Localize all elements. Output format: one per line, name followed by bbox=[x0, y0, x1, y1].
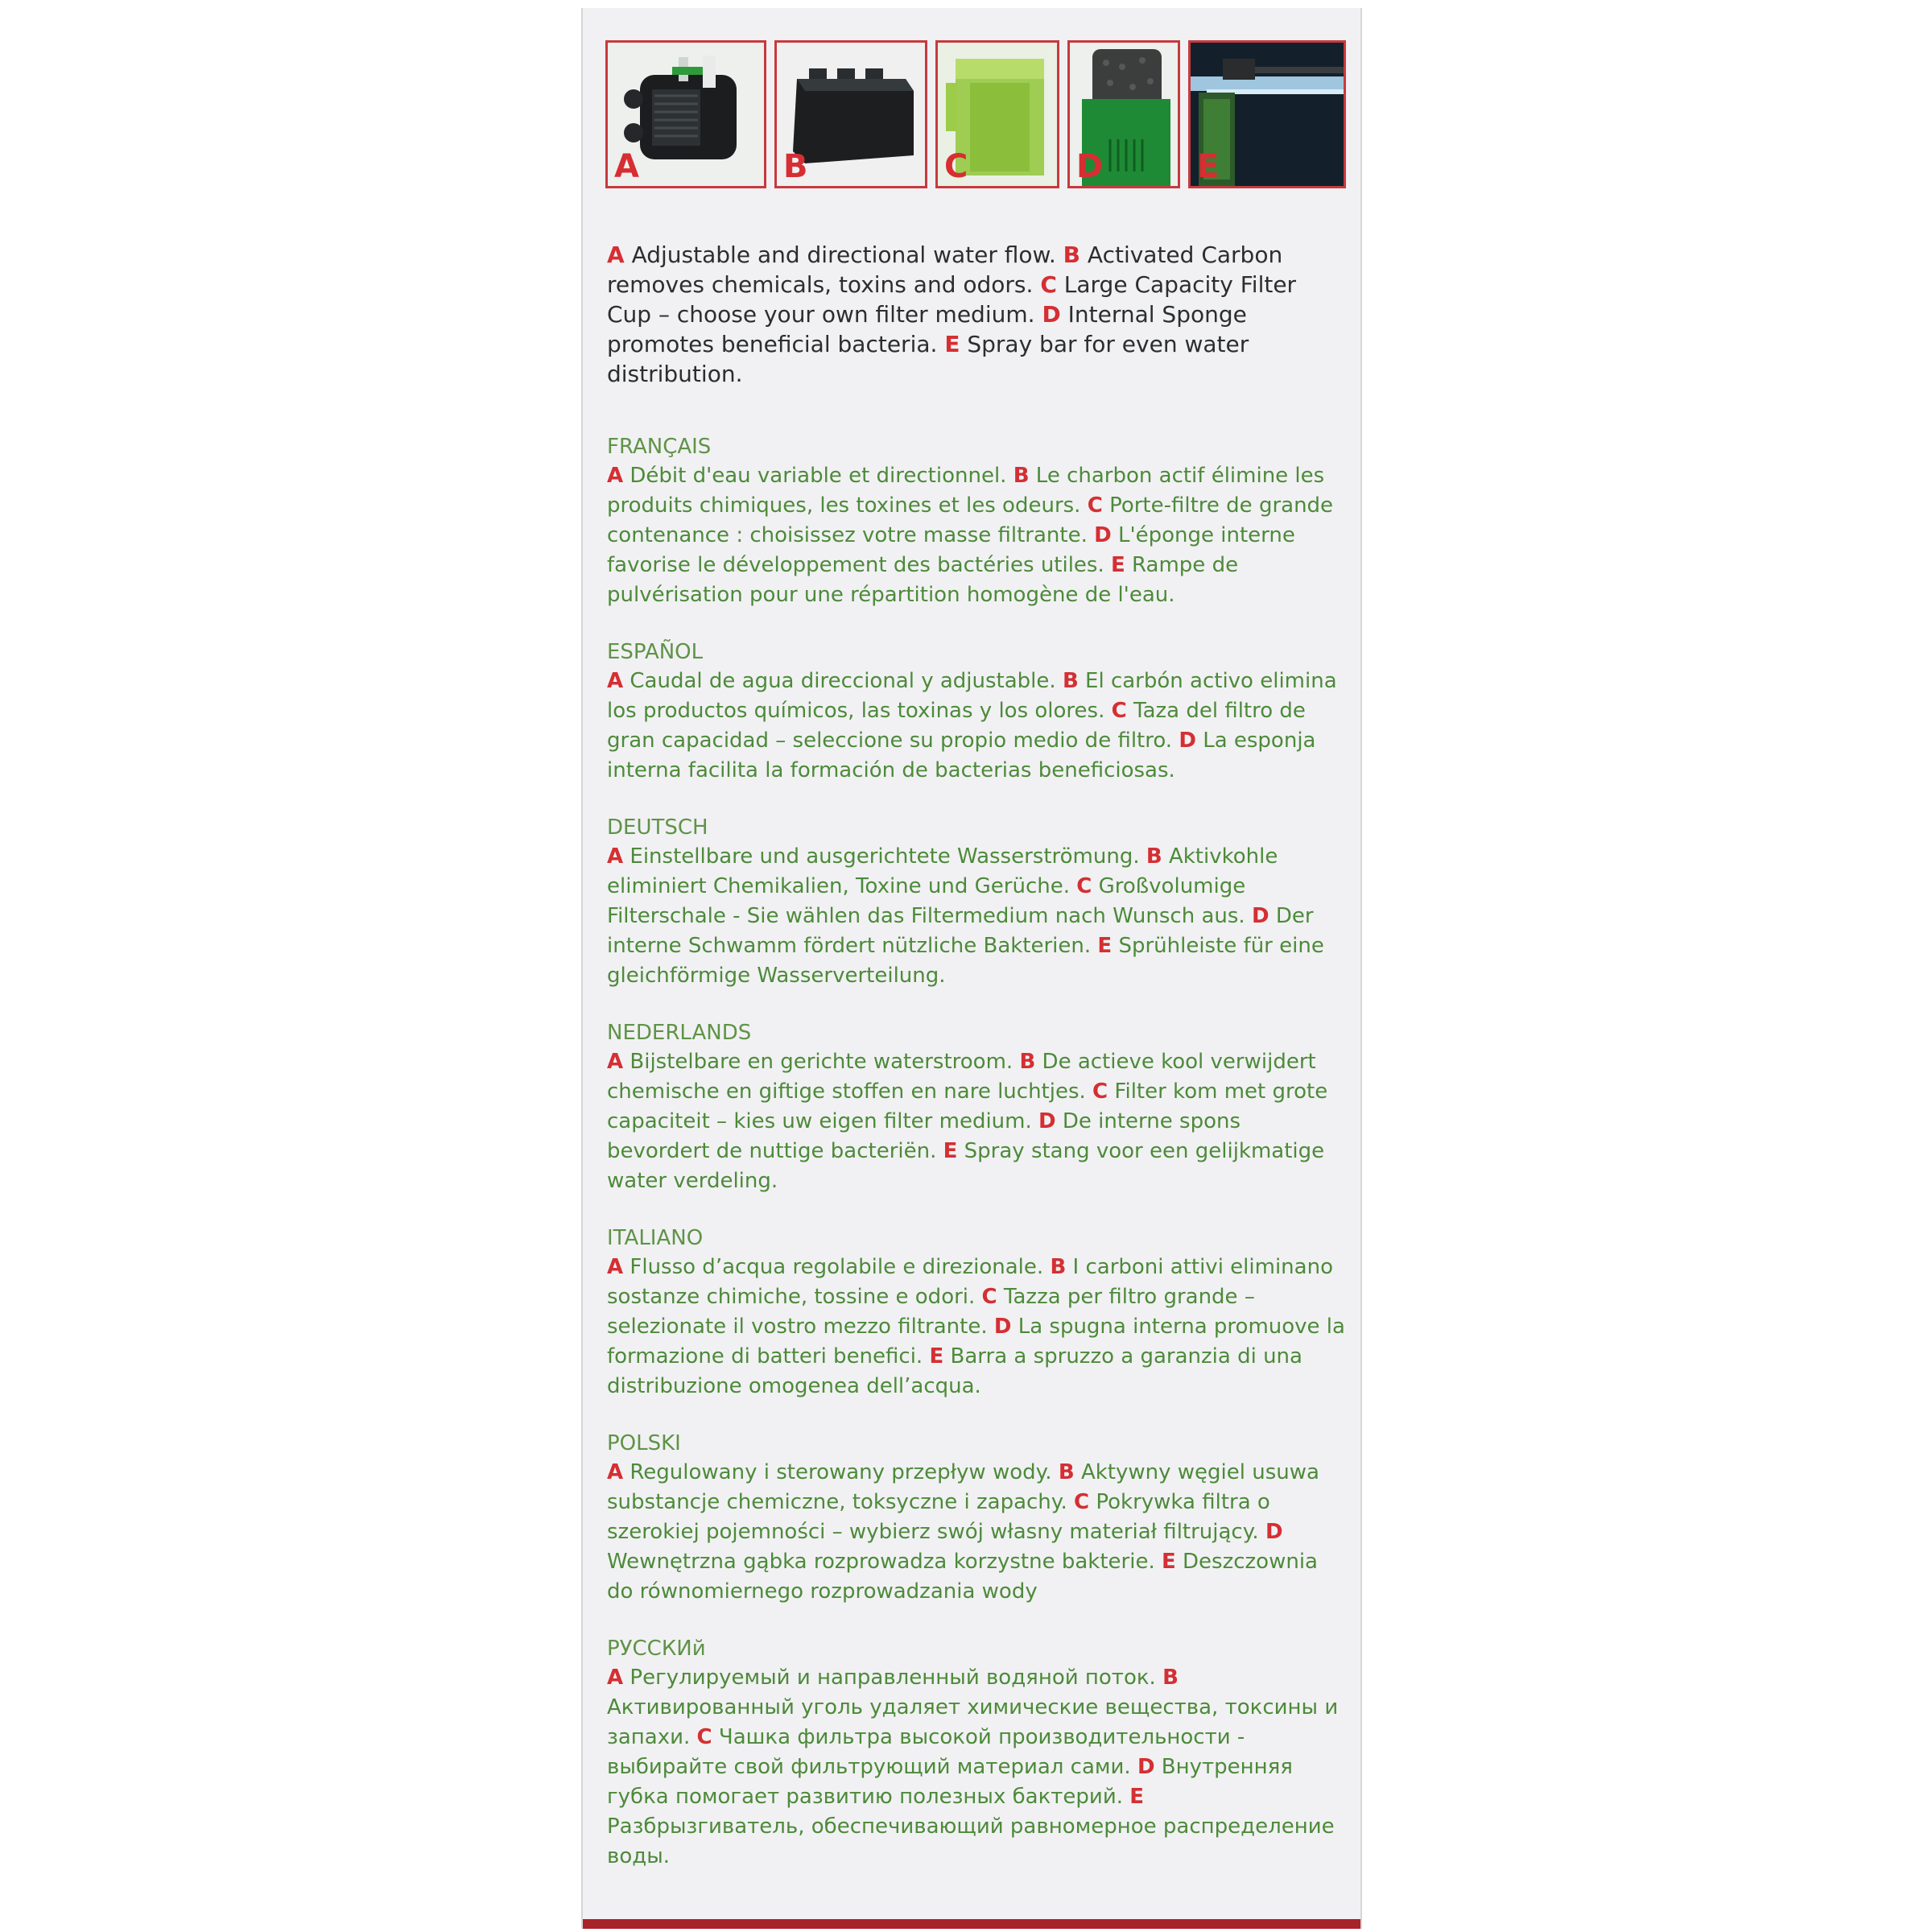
english-c: Large Capacity Filter Cup – choose your own filter medium. bbox=[607, 271, 1297, 328]
feature-thumbnails bbox=[605, 40, 1346, 198]
lang-heading: РУССКИй bbox=[607, 1637, 706, 1661]
lang-text: A Bijstelbare en gerichte waterstroom. B De actieve kool verwijdert chemische en giftige stoffen en nare luchtjes. C Filter kom met grote capaciteit – kies uw eigen filter medium. D De interne spons bevordert de nuttige bacteriën. E Spray stang voor een gelijkmatige water verdeling. bbox=[607, 1050, 1328, 1193]
thumbnail-e bbox=[1188, 40, 1346, 188]
lang-section-french bbox=[607, 432, 1348, 610]
thumbnail-letter: D bbox=[1076, 148, 1104, 185]
english-b: Activated Carbon removes chemicals, toxins and odors. bbox=[607, 242, 1283, 298]
package-side-panel bbox=[581, 8, 1362, 1929]
lang-section-spanish bbox=[607, 638, 1348, 786]
lang-text: A Regulowany i sterowany przepływ wody. B Aktywny węgiel usuwa substancje chemiczne, toksyczne i zapachy. C Pokrywka filtra o szerokiej pojemności – wybierz swój własny materiał filtrujący. D Wewnętrzna gąbka rozprowadza korzystne bakterie. E Deszczownia do równomiernego rozprowadzania wody bbox=[607, 1460, 1319, 1604]
lang-section-dutch bbox=[607, 1018, 1348, 1196]
lang-section-polish bbox=[607, 1429, 1348, 1607]
english-description: A Adjustable and directional water flow. B Activated Carbon removes chemicals, toxins and odors. C Large Capacity Filter Cup – choose your own filter medium. D Internal Sponge promotes beneficial bacteria. E Spray bar for even water distribution. bbox=[607, 242, 1297, 387]
thumbnail-letter: E bbox=[1197, 148, 1220, 185]
lang-text: A Débit d'eau variable et directionnel. B Le charbon actif élimine les produits chimiques, les toxines et les odeurs. C Porte-filtre de grande contenance : choisissez votre masse filtrante. D L'éponge interne favorise le développement des bactéries utiles. E Rampe de pulvérisation pour une répartition homogène de l'eau. bbox=[607, 464, 1334, 607]
lang-heading: DEUTSCH bbox=[607, 815, 708, 840]
thumbnail-letter: C bbox=[944, 148, 968, 185]
english-a: Adjustable and directional water flow. bbox=[631, 242, 1056, 268]
lang-section-russian bbox=[607, 1634, 1348, 1872]
thumbnail-c bbox=[935, 40, 1059, 188]
english-e: Spray bar for even water distribution. bbox=[607, 331, 1249, 387]
lang-heading: POLSKI bbox=[607, 1431, 681, 1455]
bottom-edge-strip bbox=[583, 1919, 1360, 1929]
lang-text: A Caudal de agua direccional y adjustable. B El carbón activo elimina los productos químicos, las toxinas y los olores. C Taza del filtro de gran capacidad – seleccione su propio medio de filtro. D La esponja interna facilita la formación de bacterias beneficiosas. bbox=[607, 669, 1337, 782]
thumbnail-a bbox=[605, 40, 766, 188]
english-d: Internal Sponge promotes beneficial bacteria. bbox=[607, 301, 1247, 357]
lang-heading: ESPAÑOL bbox=[607, 640, 704, 664]
lang-section-german bbox=[607, 813, 1348, 991]
lang-heading: FRANÇAIS bbox=[607, 435, 712, 459]
lang-section-italian bbox=[607, 1224, 1348, 1402]
thumbnail-d bbox=[1067, 40, 1180, 188]
thumbnail-letter: B bbox=[783, 148, 808, 185]
lang-text: A Регулируемый и направленный водяной поток. B Активированный уголь удаляет химические вещества, токсины и запахи. C Чашка фильтра высокой производительности - выбирайте свой фильтрующий материал сами. D Внутренняя губка помогает развитию полезных бактерий. E Разбрызгиватель, обеспечивающий равномерное распределение воды. bbox=[607, 1666, 1339, 1868]
description-text bbox=[607, 240, 1348, 1899]
lang-text: A Flusso d’acqua regolabile e direzionale. B I carboni attivi eliminano sostanze chimiche, tossine e odori. C Tazza per filtro grande – selezionate il vostro mezzo filtrante. D La spugna interna promuove la formazione di batteri benefici. E Barra a spruzzo a garanzia di una distribuzione omogenea dell’acqua. bbox=[607, 1255, 1345, 1398]
thumbnail-b bbox=[774, 40, 927, 188]
lang-heading: NEDERLANDS bbox=[607, 1021, 752, 1045]
lang-heading: ITALIANO bbox=[607, 1226, 704, 1250]
thumbnail-letter: A bbox=[614, 148, 639, 185]
lang-text: A Einstellbare und ausgerichtete Wasserströmung. B Aktivkohle eliminiert Chemikalien, Toxine und Gerüche. C Großvolumige Filterschale - Sie wählen das Filtermedium nach Wunsch aus. D Der interne Schwamm fördert nützliche Bakterien. E Sprühleiste für eine gleichförmige Wasserverteilung. bbox=[607, 844, 1324, 988]
